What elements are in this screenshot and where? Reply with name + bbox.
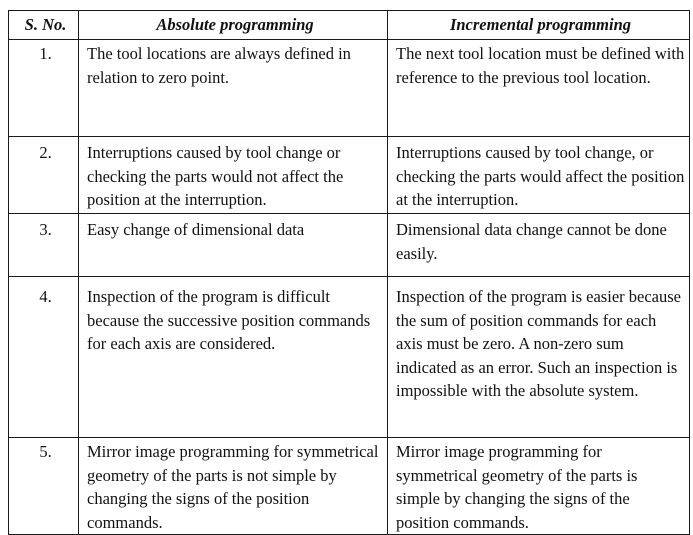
- row-sno: 4.: [9, 277, 79, 438]
- row-incremental: Inspection of the program is easier because the sum of position commands for each axis must be zero. A non-zero sum indicated as an error. Such an inspection is impossible with the absolute system.: [388, 277, 690, 438]
- header-absolute: Absolute programming: [79, 11, 388, 40]
- row-sno: 2.: [9, 137, 79, 214]
- comparison-table: [8, 10, 690, 535]
- row-absolute: The tool locations are always defined in relation to zero point.: [79, 40, 388, 137]
- row-incremental: Dimensional data change cannot be done easily.: [388, 214, 690, 277]
- row-sno: 5.: [9, 438, 79, 535]
- row-absolute: Mirror image programming for symmetrical geometry of the parts is not simple by changing the signs of the position commands.: [79, 438, 388, 535]
- row-incremental: Interruptions caused by tool change, or checking the parts would affect the position at the interruption.: [388, 137, 690, 214]
- table-row: [9, 40, 690, 137]
- header-sno: S. No.: [9, 11, 79, 40]
- table-header: [9, 11, 690, 40]
- row-sno: 3.: [9, 214, 79, 277]
- row-absolute: Interruptions caused by tool change or checking the parts would not affect the position at the interruption.: [79, 137, 388, 214]
- document-page: [8, 10, 689, 535]
- row-incremental: The next tool location must be defined with reference to the previous tool location.: [388, 40, 690, 137]
- row-incremental: Mirror image programming for symmetrical geometry of the parts is simple by changing the signs of the position commands.: [388, 438, 690, 535]
- table-row: [9, 438, 690, 535]
- table-row: [9, 214, 690, 277]
- header-incremental: Incremental programming: [388, 11, 690, 40]
- row-absolute: Easy change of dimensional data: [79, 214, 388, 277]
- table-row: [9, 277, 690, 438]
- row-absolute: Inspection of the program is difficult because the successive position commands for each axis are considered.: [79, 277, 388, 438]
- table-row: [9, 137, 690, 214]
- header-row: [9, 11, 690, 40]
- table-body: [9, 40, 690, 535]
- row-sno: 1.: [9, 40, 79, 137]
